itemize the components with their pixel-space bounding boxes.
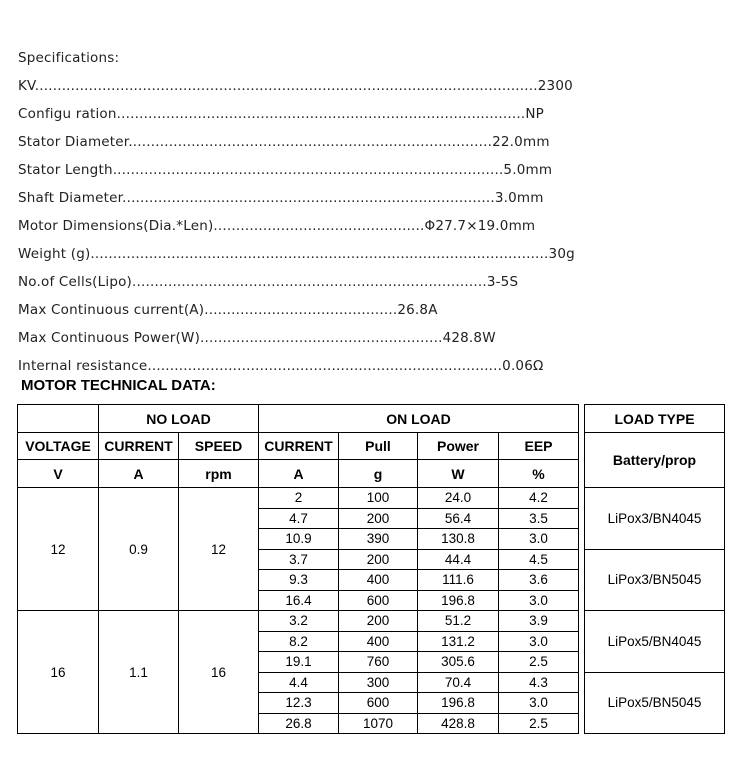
blank-corner (18, 405, 99, 433)
spec-shaft-diameter: Shaft Diameter...................................................................................3.0mm (18, 190, 544, 206)
table-row (18, 488, 725, 509)
load-current-header: CURRENT (259, 433, 339, 460)
power-cell: 130.8 (418, 529, 499, 550)
load-type-header: LOAD TYPE (585, 405, 725, 433)
eep-cell: 3.0 (499, 529, 579, 550)
current-cell: 10.9 (259, 529, 339, 550)
no-load-current-cell: 1.1 (99, 611, 179, 734)
spacer (579, 460, 585, 488)
battery-prop-cell: LiPox5/BN5045 (585, 672, 725, 734)
speed-cell: 12 (179, 488, 259, 611)
spec-motor-dimensions: Motor Dimensions(Dia.*Len)...............................................Φ27.7×19.0mm (18, 218, 536, 234)
pull-cell: 300 (339, 672, 418, 693)
eep-cell: 3.9 (499, 611, 579, 632)
current-cell: 3.7 (259, 549, 339, 570)
current-cell: 2 (259, 488, 339, 509)
battery-prop-cell: LiPox5/BN4045 (585, 611, 725, 673)
speed-header: SPEED (179, 433, 259, 460)
power-cell: 196.8 (418, 693, 499, 714)
battery-prop-cell: LiPox3/BN4045 (585, 488, 725, 550)
current-cell: 4.4 (259, 672, 339, 693)
header-row-groups (18, 405, 725, 433)
current-unit: A (99, 460, 179, 488)
eep-cell: 4.5 (499, 549, 579, 570)
eep-cell: 3.5 (499, 508, 579, 529)
current-cell: 16.4 (259, 590, 339, 611)
eep-header: EEP (499, 433, 579, 460)
current-cell: 4.7 (259, 508, 339, 529)
specifications-title: Specifications: (18, 50, 120, 66)
eep-cell: 4.3 (499, 672, 579, 693)
current-header: CURRENT (99, 433, 179, 460)
pull-cell: 200 (339, 508, 418, 529)
power-cell: 196.8 (418, 590, 499, 611)
spacer (579, 652, 585, 673)
spec-cells: No.of Cells(Lipo)...............................................................................3-5S (18, 274, 519, 290)
spec-weight: Weight (g)......................................................................................................30g (18, 246, 575, 262)
pull-cell: 1070 (339, 713, 418, 734)
eep-cell: 3.0 (499, 590, 579, 611)
power-cell: 131.2 (418, 631, 499, 652)
power-cell: 305.6 (418, 652, 499, 673)
battery-prop-header: Battery/prop (585, 433, 725, 488)
load-current-unit: A (259, 460, 339, 488)
current-cell: 12.3 (259, 693, 339, 714)
eep-unit: % (499, 460, 579, 488)
eep-cell: 4.2 (499, 488, 579, 509)
spacer (579, 631, 585, 652)
pull-unit: g (339, 460, 418, 488)
spec-max-current: Max Continuous current(A)...........................................26.8A (18, 302, 438, 318)
eep-cell: 3.0 (499, 693, 579, 714)
header-row-names (18, 433, 725, 460)
specifications-list (18, 44, 748, 380)
spec-internal-resistance: Internal resistance...............................................................................0.06Ω (18, 358, 544, 374)
voltage-header: VOLTAGE (18, 433, 99, 460)
spacer (579, 713, 585, 734)
current-cell: 9.3 (259, 570, 339, 591)
voltage-unit: V (18, 460, 99, 488)
power-unit: W (418, 460, 499, 488)
spacer (579, 693, 585, 714)
spacer (579, 529, 585, 550)
power-cell: 428.8 (418, 713, 499, 734)
spec-configuration: Configu ration...........................................................................................NP (18, 106, 544, 122)
spacer (579, 590, 585, 611)
pull-cell: 760 (339, 652, 418, 673)
no-load-current-cell: 0.9 (99, 488, 179, 611)
eep-cell: 2.5 (499, 652, 579, 673)
current-cell: 19.1 (259, 652, 339, 673)
power-cell: 111.6 (418, 570, 499, 591)
spacer (579, 508, 585, 529)
voltage-cell: 12 (18, 488, 99, 611)
power-cell: 24.0 (418, 488, 499, 509)
pull-cell: 100 (339, 488, 418, 509)
eep-cell: 3.6 (499, 570, 579, 591)
spec-max-power: Max Continuous Power(W)......................................................428.8W (18, 330, 496, 346)
speed-unit: rpm (179, 460, 259, 488)
pull-cell: 200 (339, 611, 418, 632)
speed-cell: 16 (179, 611, 259, 734)
eep-cell: 2.5 (499, 713, 579, 734)
pull-cell: 390 (339, 529, 418, 550)
no-load-header: NO LOAD (99, 405, 259, 433)
voltage-cell: 16 (18, 611, 99, 734)
pull-header: Pull (339, 433, 418, 460)
pull-cell: 400 (339, 570, 418, 591)
spacer (579, 570, 585, 591)
pull-cell: 600 (339, 693, 418, 714)
power-cell: 51.2 (418, 611, 499, 632)
tech-data-table (17, 404, 725, 734)
battery-prop-cell: LiPox3/BN5045 (585, 549, 725, 611)
spec-kv: KV................................................................................................................2300 (18, 78, 573, 94)
on-load-header: ON LOAD (259, 405, 579, 433)
pull-cell: 200 (339, 549, 418, 570)
spec-stator-length: Stator Length.......................................................................................5.0mm (18, 162, 553, 178)
table-row (18, 611, 725, 632)
power-header: Power (418, 433, 499, 460)
tech-data-heading: MOTOR TECHNICAL DATA: (21, 377, 216, 394)
pull-cell: 400 (339, 631, 418, 652)
power-cell: 70.4 (418, 672, 499, 693)
eep-cell: 3.0 (499, 631, 579, 652)
spec-stator-diameter: Stator Diameter.................................................................................22.0mm (18, 134, 550, 150)
current-cell: 8.2 (259, 631, 339, 652)
current-cell: 26.8 (259, 713, 339, 734)
power-cell: 56.4 (418, 508, 499, 529)
current-cell: 3.2 (259, 611, 339, 632)
pull-cell: 600 (339, 590, 418, 611)
power-cell: 44.4 (418, 549, 499, 570)
